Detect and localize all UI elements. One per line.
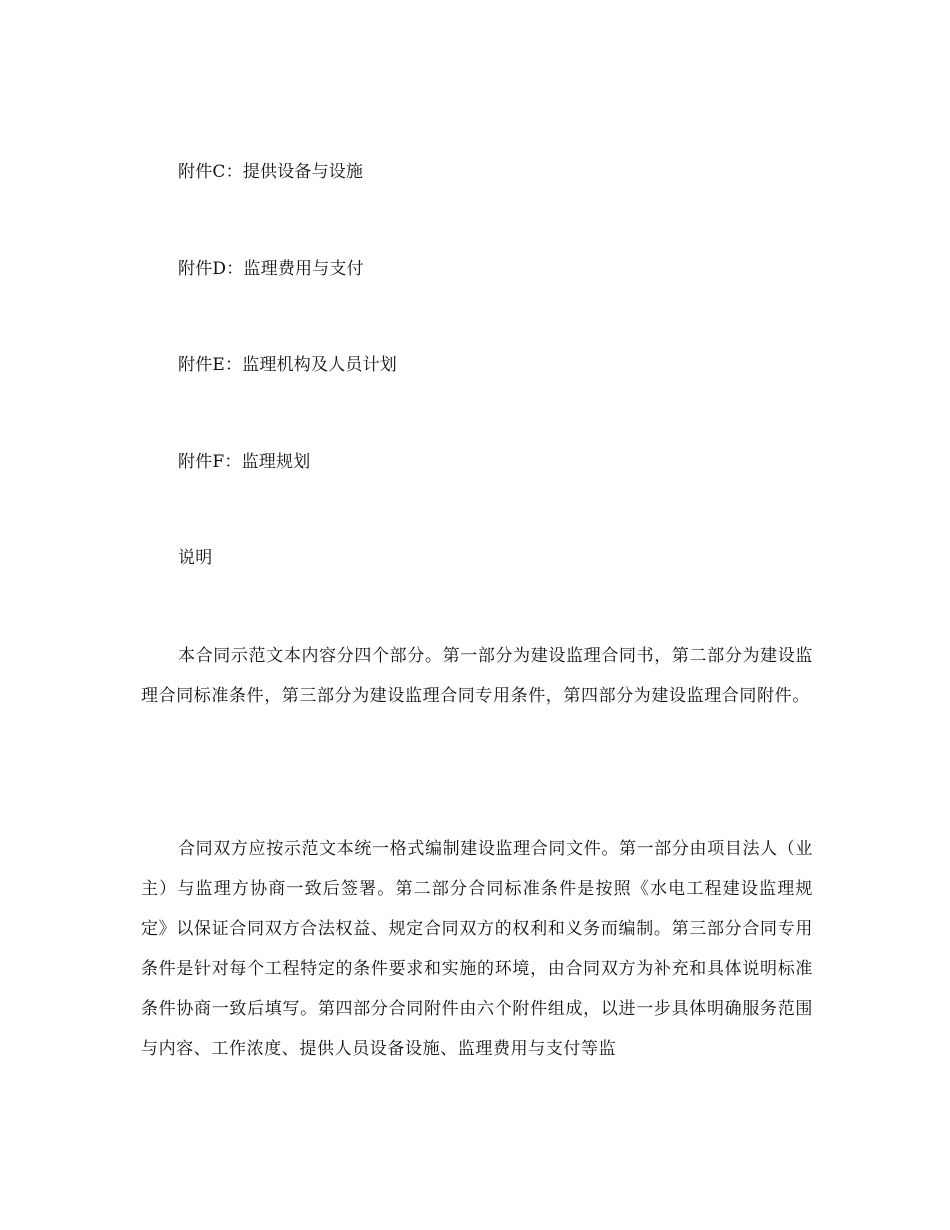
attachment-e-item: 附件E：监理机构及人员计划 — [178, 355, 398, 375]
attachment-d-item: 附件D：监理费用与支付 — [178, 259, 364, 279]
explanation-paragraph-2: 合同双方应按示范文本统一格式编制建设监理合同文件。第一部分由项目法人（业主）与监理方协商一致后签署。第二部分合同标准条件是按照《水电工程建设监理规定》以保证合同双方合法权益、规定合同双方的权利和义务而编制。第三部分合同专用条件是针对每个工程特定的条件要求和实施的环境，由合同双方为补充和具体说明标准条件协商一致后填写。第四部分合同附件由六个附件组成，以进一步具体明确服务范围与内容、工作浓度、提供人员设备设施、监理费用与支付等监 — [141, 839, 813, 1059]
attachment-c-item: 附件C：提供设备与设施 — [178, 162, 364, 182]
attachment-f-item: 附件F：监理规划 — [178, 452, 311, 472]
explanation-paragraph-1: 本合同示范文本内容分四个部分。第一部分为建设监理合同书，第二部分为建设监理合同标准条件，第三部分为建设监理合同专用条件，第四部分为建设监理合同附件。 — [141, 646, 813, 706]
section-heading-explanation: 说明 — [178, 548, 213, 568]
